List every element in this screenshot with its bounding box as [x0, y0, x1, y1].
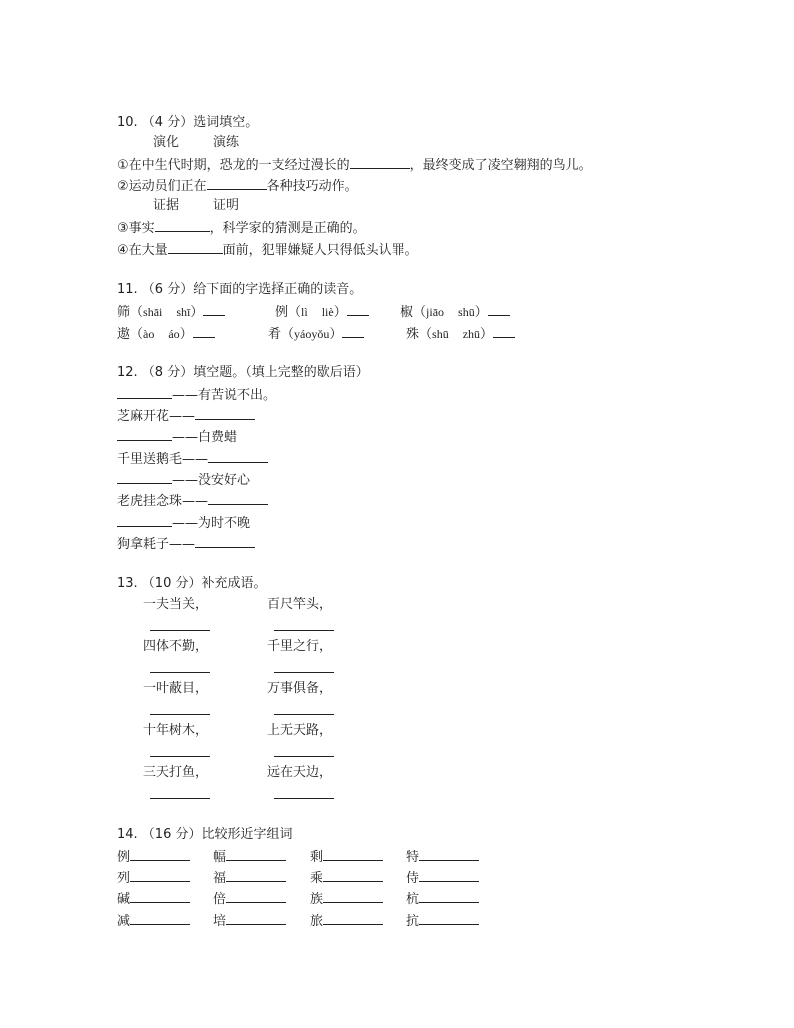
q14-blank[interactable] [226, 847, 286, 861]
q12-text: 为时不晚 [198, 516, 251, 531]
q14-char: 侍 [406, 871, 420, 886]
q12-blank[interactable] [117, 513, 172, 527]
q12-dash: —— [169, 409, 196, 424]
q11-blank[interactable] [488, 302, 510, 316]
q10-line-4 [117, 240, 418, 260]
q14-blank[interactable] [226, 889, 286, 903]
q11-blank[interactable] [347, 302, 369, 316]
q12-header: 12. （8 分）填空题。（填上完整的歇后语） [117, 365, 369, 380]
q13-blank[interactable] [150, 701, 210, 715]
q13-right-1: 百尺竿头， [267, 597, 333, 612]
q11-opt: ào [143, 327, 155, 341]
q11-blank[interactable] [193, 324, 215, 338]
q10-line-3-pre: ③事实 [117, 221, 155, 236]
q12-line-7 [117, 513, 250, 533]
q12-blank[interactable] [208, 491, 268, 505]
q10-blank-1[interactable] [350, 155, 410, 169]
q13-blank[interactable] [274, 785, 334, 799]
q11-blank[interactable] [342, 324, 364, 338]
q13-blank[interactable] [150, 785, 210, 799]
q12-text: 狗拿耗子 [117, 537, 170, 552]
q11-opt: shī [176, 305, 191, 319]
q14-char: 乘 [310, 871, 324, 886]
q10-line-1-post: ，最终变成了凌空翱翔的鸟儿。 [409, 158, 592, 173]
q14-char: 幅 [213, 850, 227, 865]
q14-blank[interactable] [130, 889, 190, 903]
q12-dash: —— [172, 473, 198, 488]
q14-cell [213, 889, 286, 909]
q13-left-3: 一叶蔽目， [143, 681, 209, 696]
q14-char: 旅 [310, 914, 324, 929]
q10-line-4-post: 面前，犯罪嫌疑人只得低头认罪。 [222, 243, 418, 258]
q10-line-4-pre: ④在大量 [117, 243, 168, 258]
q11-opt: shū [458, 305, 475, 319]
q11-opt: jiāo [426, 305, 445, 319]
q14-cell [213, 868, 286, 888]
q11-item-4: 遨（ào áo） [117, 324, 215, 344]
q14-blank[interactable] [419, 889, 479, 903]
q12-line-1 [117, 385, 276, 405]
q13-right-4: 上无天路， [267, 723, 333, 738]
q11-char: 例 [275, 305, 289, 320]
q11-char: 肴 [268, 327, 282, 342]
q14-cell [117, 847, 190, 867]
q13-blank[interactable] [150, 743, 210, 757]
q10-line-3 [117, 218, 366, 238]
q14-cell [310, 911, 383, 931]
q12-line-6 [117, 491, 268, 511]
q13-left-4: 十年树木， [143, 723, 209, 738]
q11-item-5: 肴（yáoyǒu） [268, 324, 364, 344]
q13-blank[interactable] [274, 743, 334, 757]
q14-cell [406, 868, 479, 888]
q12-line-5 [117, 470, 250, 490]
q12-blank[interactable] [195, 534, 255, 548]
q12-text: 有苦说不出。 [198, 388, 277, 403]
q11-opt: áo [168, 327, 180, 341]
q14-cell [117, 889, 190, 909]
q12-line-8 [117, 534, 255, 554]
q10-word-a1: 演化 [153, 135, 180, 150]
q14-char: 族 [310, 892, 324, 907]
q14-blank[interactable] [130, 847, 190, 861]
q11-char: 椒 [400, 305, 414, 320]
q11-opt: yáo [294, 327, 312, 341]
q12-dash: —— [182, 452, 209, 467]
q14-char: 抗 [406, 914, 420, 929]
q13-blank[interactable] [274, 617, 334, 631]
q13-left-2: 四体不勤， [143, 639, 209, 654]
q11-opt: shāi [143, 305, 163, 319]
q10-line-2 [117, 176, 358, 196]
q14-cell [406, 847, 479, 867]
q12-blank[interactable] [117, 385, 172, 399]
q10-blank-3[interactable] [155, 218, 210, 232]
q12-dash: —— [182, 494, 209, 509]
q11-opt: yǒu [311, 327, 330, 341]
q10-line-1 [117, 155, 592, 175]
q14-blank[interactable] [226, 868, 286, 882]
q11-item-3: 椒（jiāo shū） [400, 302, 510, 322]
q11-item-1: 筛（shāi shī） [117, 302, 225, 322]
q14-blank[interactable] [130, 911, 190, 925]
q12-text: 老虎挂念珠 [117, 494, 183, 509]
q14-blank[interactable] [323, 868, 383, 882]
q14-blank[interactable] [323, 911, 383, 925]
q11-opt: shū [432, 327, 449, 341]
q14-blank[interactable] [226, 911, 286, 925]
q10-line-2-post: 各种技巧动作。 [266, 179, 358, 194]
q14-blank[interactable] [323, 847, 383, 861]
q14-cell [310, 847, 383, 867]
q14-char: 杭 [406, 892, 420, 907]
q10-blank-4[interactable] [168, 240, 223, 254]
q14-cell [406, 889, 479, 909]
q12-blank[interactable] [195, 406, 255, 420]
q14-char: 倍 [213, 892, 227, 907]
q13-blank[interactable] [274, 659, 334, 673]
q14-char: 福 [213, 871, 227, 886]
q10-word-b1: 证据 [153, 198, 180, 213]
q14-cell [310, 889, 383, 909]
q13-left-1: 一夫当关， [143, 597, 209, 612]
q10-word-a2: 演练 [213, 135, 240, 150]
q12-line-4 [117, 449, 268, 469]
q14-char: 列 [117, 871, 131, 886]
q14-cell [117, 911, 190, 931]
q11-item-6: 殊（shū zhū） [406, 324, 515, 344]
q14-char: 例 [117, 850, 131, 865]
q13-blank[interactable] [150, 659, 210, 673]
q14-cell [117, 868, 190, 888]
q11-opt: zhū [462, 327, 481, 341]
q14-char: 剩 [310, 850, 324, 865]
q12-blank[interactable] [117, 470, 172, 484]
q14-cell [213, 847, 286, 867]
q13-left-5: 三天打鱼， [143, 765, 209, 780]
q12-dash: —— [172, 430, 198, 445]
q14-blank[interactable] [419, 911, 479, 925]
q14-blank[interactable] [130, 868, 190, 882]
q12-line-3 [117, 427, 237, 447]
q14-blank[interactable] [419, 847, 479, 861]
q14-char: 碱 [117, 892, 131, 907]
q13-right-2: 千里之行， [267, 639, 333, 654]
q14-char: 培 [213, 914, 227, 929]
q14-header: 14. （16 分）比较形近字组词 [117, 827, 293, 842]
q12-dash: —— [169, 537, 196, 552]
q12-dash: —— [172, 516, 198, 531]
q14-char: 特 [406, 850, 420, 865]
q13-header: 13. （10 分）补充成语。 [117, 576, 267, 591]
q13-right-5: 远在天边， [267, 765, 333, 780]
q12-text: 芝麻开花 [117, 409, 170, 424]
q12-blank[interactable] [208, 449, 268, 463]
q12-text: 没安好心 [198, 473, 251, 488]
q11-opt: liè [321, 305, 334, 319]
q13-right-3: 万事俱备， [267, 681, 333, 696]
q11-blank[interactable] [493, 324, 515, 338]
q12-dash: —— [172, 388, 198, 403]
q14-blank[interactable] [419, 868, 479, 882]
q14-blank[interactable] [323, 889, 383, 903]
q11-header: 11. （6 分）给下面的字选择正确的读音。 [117, 282, 363, 297]
q14-char: 减 [117, 914, 131, 929]
q14-cell [406, 911, 479, 931]
q12-text: 千里送鹅毛 [117, 452, 183, 467]
q10-blank-2[interactable] [207, 176, 267, 190]
q11-opt: lì [301, 305, 308, 319]
q10-header: 10. （4 分）选词填空。 [117, 115, 259, 130]
q11-char: 筛 [117, 305, 131, 320]
q13-blank[interactable] [150, 617, 210, 631]
q11-char: 遨 [117, 327, 131, 342]
q11-item-2: 例（lì liè） [275, 302, 369, 322]
q14-cell [310, 868, 383, 888]
q11-char: 殊 [406, 327, 420, 342]
q12-blank[interactable] [117, 427, 172, 441]
q13-blank[interactable] [274, 701, 334, 715]
q10-word-b2: 证明 [213, 198, 240, 213]
q12-line-2 [117, 406, 255, 426]
q12-text: 白费蜡 [198, 430, 238, 445]
q10-line-3-post: ，科学家的猜测是正确的。 [209, 221, 366, 236]
q10-line-2-pre: ②运动员们正在 [117, 179, 207, 194]
q14-cell [213, 911, 286, 931]
q10-line-1-pre: ①在中生代时期，恐龙的一支经过漫长的 [117, 158, 350, 173]
q11-blank[interactable] [203, 302, 225, 316]
